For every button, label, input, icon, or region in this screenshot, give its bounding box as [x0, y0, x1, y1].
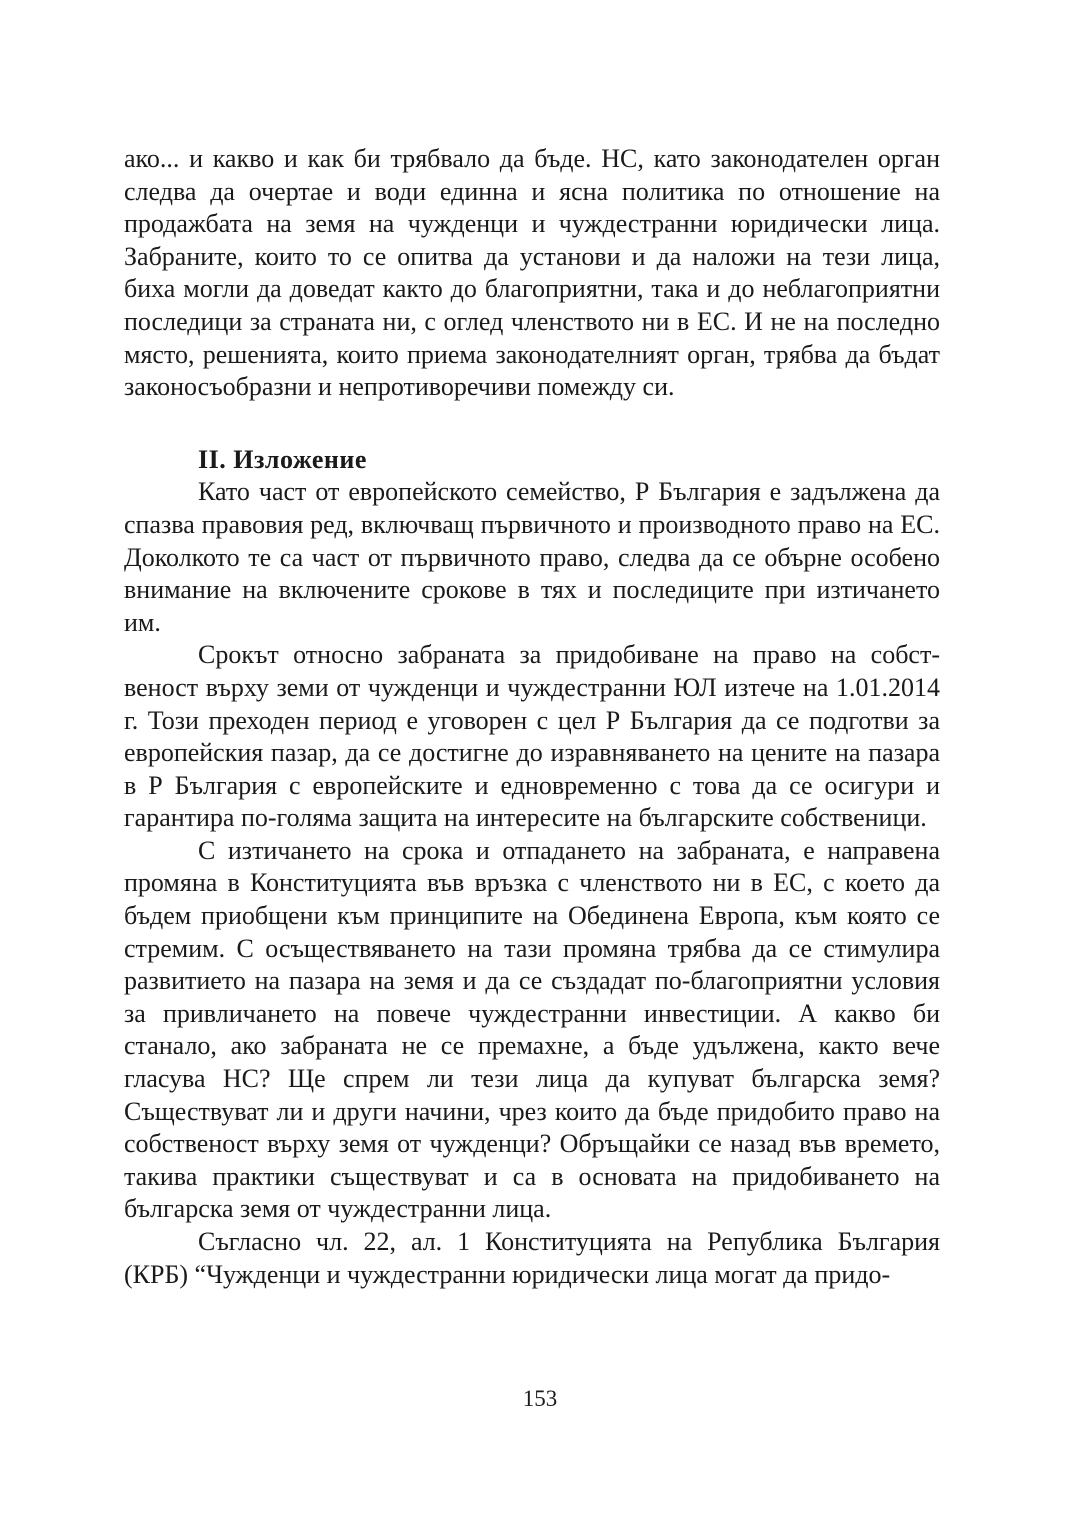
body-paragraph-3: С изтичането на срока и отпадането на забраната, е направена промяна в Конституцията във връзка с членството ни в ЕС, с което да бъдем приобщени към принципите на Обединена Европа, към която се стремим. С осъществяването на тази промяна трябва да се стимулира развитието на пазара на земя и да се създадат по-благоприятни условия за привличането на повече чуждестранни инвестиции. А какво би станало, ако забраната не се премахне, а бъде удължена, както вече гласува НС? Ще спрем ли тези лица да купуват българска земя? Съществуват ли и други начини, чрез които да бъде придобито право на собственост върху земя от чужденци? Обръщайки се назад във времето, такива практики съществуват и са в основата на придобиването на българска земя от чуждестранни лица.: [124, 835, 940, 1224]
page-number: 153: [522, 1386, 558, 1411]
body-paragraph-4: Съгласно чл. 22, ал. 1 Конституцията на Република България (КРБ) “Чужденци и чуждестранни юридически лица могат да придо-: [124, 1227, 940, 1289]
body-paragraph-1: Като част от европейското семейство, Р България е задължена да спазва правовия ред, включващ първичното и производното право на ЕС. Доколкото те са част от първичното право, следва да се обърне особено внимание на включените срокове в тях и последиците при изтичането им.: [124, 477, 940, 637]
page-body: [124, 143, 940, 1291]
intro-paragraph: ако... и какво и как би трябвало да бъде. НС, като законодателен орган следва да очертае и води единна и ясна политика по отношение на продажбата на земя на чужденци и чуждестранни юридически лица. Забраните, които то се опитва да установи и да наложи на тези лица, биха могли да доведат както до благоприятни, така и до неблагоприятни последици за страната ни, с оглед членството ни в ЕС. И не на последно място, решенията, които приема законодателният орган, трябва да бъдат законосъобразни и непротиворечиви помежду си.: [124, 144, 940, 402]
body-paragraph-2: Срокът относно забраната за придобиване на право на собственост върху земи от чужденци и чуждестранни ЮЛ изтече на 1.01.2014 г. Този преходен период е уговорен с цел Р България да се подготви за европейския пазар, да се достигне до изравняването на цените на пазара в Р България с европейските и едновременно с това да се осигури и гарантира по-голяма защита на интересите на българските собственици.: [124, 640, 940, 833]
section-heading: II. Изложение: [198, 444, 367, 474]
